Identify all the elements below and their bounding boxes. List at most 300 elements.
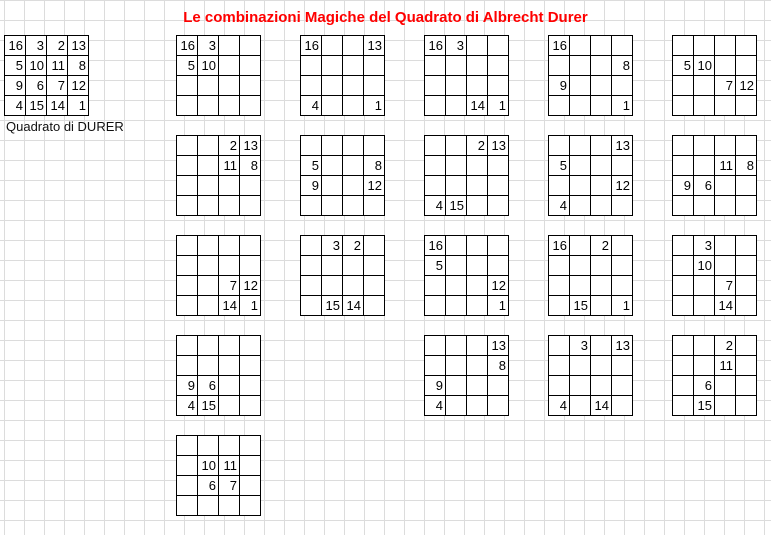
square-cell: 8 <box>240 156 261 176</box>
square-cell <box>219 256 240 276</box>
square-cell: 16 <box>549 36 570 56</box>
square-cell: 5 <box>425 256 446 276</box>
square-cell: 9 <box>5 76 26 96</box>
square-cell <box>177 256 198 276</box>
square-cell <box>364 196 385 216</box>
square-cell <box>467 36 488 56</box>
square-cell <box>343 36 364 56</box>
square-cell <box>591 176 612 196</box>
square-cell <box>673 336 694 356</box>
square-cell <box>694 36 715 56</box>
square-cell <box>488 236 509 256</box>
square-cell <box>570 396 591 416</box>
square-cell: 3 <box>26 36 47 56</box>
square-cell <box>570 36 591 56</box>
square-cell: 14 <box>591 396 612 416</box>
square-cell: 11 <box>219 156 240 176</box>
square-cell <box>177 136 198 156</box>
square-cell <box>591 76 612 96</box>
square-cell: 14 <box>47 96 68 116</box>
square-cell: 1 <box>488 96 509 116</box>
square-cell: 6 <box>198 376 219 396</box>
square-cell <box>240 376 261 396</box>
square-cell <box>322 196 343 216</box>
square-cell: 14 <box>219 296 240 316</box>
square-cell: 5 <box>301 156 322 176</box>
square-cell <box>715 176 736 196</box>
square-cell: 10 <box>694 56 715 76</box>
square-cell <box>446 276 467 296</box>
square-cell: 10 <box>198 456 219 476</box>
square-cell <box>240 496 261 516</box>
square-cell <box>301 236 322 256</box>
square-cell <box>198 436 219 456</box>
square-cell <box>591 56 612 76</box>
square-cell <box>177 296 198 316</box>
combination-square <box>424 335 509 416</box>
square-cell <box>425 156 446 176</box>
square-cell <box>446 156 467 176</box>
square-cell <box>446 136 467 156</box>
square-cell <box>715 256 736 276</box>
square-cell <box>467 196 488 216</box>
square-cell <box>673 256 694 276</box>
square-cell: 3 <box>446 36 467 56</box>
square-cell <box>715 236 736 256</box>
square-cell: 15 <box>26 96 47 116</box>
square-cell <box>488 376 509 396</box>
square-cell <box>322 76 343 96</box>
square-cell <box>322 36 343 56</box>
square-cell <box>736 376 757 396</box>
square-cell <box>570 276 591 296</box>
page-title: Le combinazioni Magiche del Quadrato di Albrecht Durer <box>183 9 588 26</box>
square-cell <box>736 136 757 156</box>
square-cell <box>446 176 467 196</box>
square-cell <box>673 76 694 96</box>
square-cell: 16 <box>549 236 570 256</box>
square-cell: 5 <box>177 56 198 76</box>
square-cell <box>322 56 343 76</box>
square-cell <box>694 156 715 176</box>
square-cell: 8 <box>736 156 757 176</box>
square-cell <box>198 196 219 216</box>
square-cell <box>322 256 343 276</box>
square-cell <box>591 356 612 376</box>
square-cell: 6 <box>26 76 47 96</box>
square-cell <box>198 496 219 516</box>
square-cell <box>240 476 261 496</box>
square-cell: 13 <box>612 336 633 356</box>
square-cell: 9 <box>425 376 446 396</box>
square-cell <box>549 356 570 376</box>
square-cell <box>322 176 343 196</box>
square-cell: 13 <box>68 36 89 56</box>
square-cell: 8 <box>364 156 385 176</box>
square-cell: 16 <box>177 36 198 56</box>
square-cell <box>198 76 219 96</box>
square-cell <box>736 236 757 256</box>
square-cell <box>343 156 364 176</box>
square-cell <box>549 296 570 316</box>
square-cell <box>446 256 467 276</box>
square-cell <box>467 56 488 76</box>
square-cell <box>467 156 488 176</box>
square-cell <box>673 156 694 176</box>
square-cell <box>736 36 757 56</box>
square-cell: 12 <box>612 176 633 196</box>
combination-square <box>548 35 633 116</box>
square-cell <box>549 376 570 396</box>
square-cell: 4 <box>425 396 446 416</box>
square-cell <box>219 356 240 376</box>
square-cell <box>488 76 509 96</box>
square-cell <box>219 36 240 56</box>
square-cell: 1 <box>68 96 89 116</box>
square-cell: 14 <box>467 96 488 116</box>
square-cell <box>488 396 509 416</box>
square-cell <box>219 396 240 416</box>
square-cell <box>612 356 633 376</box>
square-cell <box>736 356 757 376</box>
square-cell <box>673 36 694 56</box>
durer-square <box>4 35 89 116</box>
square-cell: 2 <box>591 236 612 256</box>
square-cell <box>198 156 219 176</box>
square-cell: 4 <box>549 196 570 216</box>
square-cell <box>343 276 364 296</box>
square-cell: 14 <box>343 296 364 316</box>
square-cell <box>549 56 570 76</box>
square-cell: 4 <box>425 196 446 216</box>
square-cell <box>198 176 219 196</box>
square-cell <box>467 396 488 416</box>
square-cell <box>570 376 591 396</box>
square-cell: 13 <box>488 136 509 156</box>
square-cell <box>364 296 385 316</box>
square-cell <box>736 196 757 216</box>
combination-square <box>176 335 261 416</box>
square-cell <box>446 356 467 376</box>
square-cell <box>240 336 261 356</box>
square-cell: 13 <box>612 136 633 156</box>
square-cell <box>322 136 343 156</box>
square-cell: 7 <box>47 76 68 96</box>
square-cell <box>612 376 633 396</box>
square-cell: 15 <box>446 196 467 216</box>
square-cell <box>612 396 633 416</box>
square-cell <box>488 196 509 216</box>
square-cell <box>612 196 633 216</box>
square-cell <box>301 196 322 216</box>
square-cell <box>591 376 612 396</box>
square-cell: 2 <box>343 236 364 256</box>
square-cell: 12 <box>68 76 89 96</box>
square-cell: 15 <box>570 296 591 316</box>
square-cell <box>715 36 736 56</box>
square-cell <box>736 256 757 276</box>
square-cell <box>467 176 488 196</box>
square-cell <box>488 36 509 56</box>
square-cell <box>549 276 570 296</box>
square-cell <box>425 136 446 156</box>
combination-square <box>300 135 385 216</box>
square-cell: 8 <box>68 56 89 76</box>
square-cell <box>240 256 261 276</box>
square-cell <box>240 456 261 476</box>
combination-square <box>548 135 633 216</box>
square-cell <box>570 136 591 156</box>
square-cell <box>240 76 261 96</box>
square-cell: 11 <box>47 56 68 76</box>
square-cell: 3 <box>198 36 219 56</box>
square-cell <box>177 76 198 96</box>
square-cell <box>715 136 736 156</box>
square-cell <box>198 356 219 376</box>
square-cell <box>177 496 198 516</box>
square-cell <box>240 356 261 376</box>
square-cell: 5 <box>673 56 694 76</box>
square-cell <box>198 276 219 296</box>
square-cell: 1 <box>612 96 633 116</box>
combination-square <box>672 335 757 416</box>
square-cell: 1 <box>488 296 509 316</box>
square-cell <box>425 56 446 76</box>
square-cell <box>364 76 385 96</box>
square-cell <box>301 256 322 276</box>
square-cell <box>612 156 633 176</box>
square-cell <box>673 236 694 256</box>
square-cell <box>425 76 446 96</box>
square-cell <box>694 296 715 316</box>
combination-square <box>176 435 261 516</box>
square-cell <box>673 196 694 216</box>
combination-square <box>176 35 261 116</box>
square-cell <box>673 136 694 156</box>
square-cell <box>446 396 467 416</box>
square-cell: 10 <box>694 256 715 276</box>
square-cell: 12 <box>364 176 385 196</box>
square-cell <box>467 336 488 356</box>
square-cell <box>736 336 757 356</box>
square-cell <box>425 176 446 196</box>
square-cell <box>240 436 261 456</box>
square-cell <box>694 196 715 216</box>
square-cell <box>177 276 198 296</box>
square-cell <box>612 256 633 276</box>
square-cell <box>673 276 694 296</box>
square-cell: 3 <box>570 336 591 356</box>
square-cell <box>549 336 570 356</box>
square-cell <box>198 236 219 256</box>
square-cell <box>198 256 219 276</box>
square-cell <box>570 256 591 276</box>
square-cell <box>343 196 364 216</box>
square-cell <box>343 76 364 96</box>
square-cell <box>570 96 591 116</box>
square-cell <box>694 136 715 156</box>
square-cell: 12 <box>240 276 261 296</box>
square-cell <box>219 96 240 116</box>
square-cell <box>591 136 612 156</box>
square-cell <box>446 236 467 256</box>
square-cell <box>343 56 364 76</box>
square-cell: 3 <box>694 236 715 256</box>
combination-square <box>176 235 261 316</box>
square-cell <box>425 296 446 316</box>
square-cell <box>612 36 633 56</box>
durer-square-caption: Quadrato di DURER <box>6 119 124 134</box>
square-cell <box>736 276 757 296</box>
square-cell <box>715 196 736 216</box>
square-cell <box>673 396 694 416</box>
square-cell <box>570 56 591 76</box>
square-cell <box>591 256 612 276</box>
square-cell <box>549 96 570 116</box>
square-cell <box>467 236 488 256</box>
square-cell <box>240 236 261 256</box>
square-cell <box>198 96 219 116</box>
square-cell: 7 <box>715 76 736 96</box>
combination-square <box>424 135 509 216</box>
square-cell: 1 <box>364 96 385 116</box>
square-cell <box>177 356 198 376</box>
combination-square <box>424 35 509 116</box>
square-cell <box>446 96 467 116</box>
square-cell <box>219 436 240 456</box>
square-cell: 6 <box>198 476 219 496</box>
square-cell <box>322 96 343 116</box>
square-cell: 9 <box>673 176 694 196</box>
square-cell <box>549 176 570 196</box>
square-cell <box>612 76 633 96</box>
square-cell <box>425 356 446 376</box>
square-cell <box>591 336 612 356</box>
square-cell <box>219 196 240 216</box>
square-cell: 16 <box>425 236 446 256</box>
square-cell <box>219 176 240 196</box>
square-cell: 13 <box>488 336 509 356</box>
combination-square <box>672 235 757 316</box>
square-cell <box>446 76 467 96</box>
square-cell <box>301 56 322 76</box>
square-cell: 1 <box>612 296 633 316</box>
square-cell <box>198 136 219 156</box>
square-cell <box>612 236 633 256</box>
square-cell: 6 <box>694 376 715 396</box>
square-cell <box>177 156 198 176</box>
square-cell <box>301 276 322 296</box>
square-cell <box>343 256 364 276</box>
square-cell <box>673 376 694 396</box>
combination-square <box>548 335 633 416</box>
square-cell <box>570 156 591 176</box>
square-cell <box>488 56 509 76</box>
combination-square <box>300 235 385 316</box>
square-cell: 7 <box>715 276 736 296</box>
square-cell <box>591 276 612 296</box>
square-cell: 4 <box>177 396 198 416</box>
square-cell <box>364 236 385 256</box>
square-cell: 12 <box>736 76 757 96</box>
square-cell <box>467 76 488 96</box>
square-cell <box>591 96 612 116</box>
combination-square <box>300 35 385 116</box>
square-cell: 2 <box>467 136 488 156</box>
square-cell <box>240 36 261 56</box>
square-cell <box>364 56 385 76</box>
square-cell <box>446 56 467 76</box>
square-cell <box>446 296 467 316</box>
square-cell: 11 <box>715 156 736 176</box>
square-cell <box>694 336 715 356</box>
square-cell <box>467 356 488 376</box>
square-cell <box>694 276 715 296</box>
square-cell: 13 <box>240 136 261 156</box>
square-cell <box>425 276 446 296</box>
square-cell <box>591 296 612 316</box>
square-cell: 12 <box>488 276 509 296</box>
square-cell: 4 <box>5 96 26 116</box>
square-cell <box>364 136 385 156</box>
square-cell: 6 <box>694 176 715 196</box>
square-cell <box>570 356 591 376</box>
square-cell <box>736 96 757 116</box>
square-cell: 2 <box>219 136 240 156</box>
square-cell <box>488 256 509 276</box>
square-cell: 10 <box>198 56 219 76</box>
square-cell <box>694 356 715 376</box>
square-cell <box>240 176 261 196</box>
square-cell <box>694 76 715 96</box>
square-cell: 2 <box>47 36 68 56</box>
square-cell: 11 <box>219 456 240 476</box>
square-cell <box>240 56 261 76</box>
square-cell <box>240 196 261 216</box>
square-cell <box>240 396 261 416</box>
square-cell: 3 <box>322 236 343 256</box>
square-cell <box>736 176 757 196</box>
square-cell: 1 <box>240 296 261 316</box>
square-cell <box>177 436 198 456</box>
square-cell <box>467 296 488 316</box>
square-cell <box>198 336 219 356</box>
square-cell: 8 <box>488 356 509 376</box>
square-cell <box>177 196 198 216</box>
square-cell <box>322 156 343 176</box>
square-cell <box>570 76 591 96</box>
square-cell <box>488 176 509 196</box>
square-cell <box>715 96 736 116</box>
square-cell: 7 <box>219 476 240 496</box>
combination-square <box>548 235 633 316</box>
square-cell <box>177 176 198 196</box>
square-cell: 16 <box>301 36 322 56</box>
square-cell: 4 <box>549 396 570 416</box>
square-cell <box>343 96 364 116</box>
square-cell <box>570 196 591 216</box>
square-cell <box>198 296 219 316</box>
square-cell <box>570 236 591 256</box>
combination-square <box>176 135 261 216</box>
square-cell <box>446 336 467 356</box>
square-cell <box>364 276 385 296</box>
square-cell <box>612 276 633 296</box>
square-cell: 13 <box>364 36 385 56</box>
square-cell: 9 <box>301 176 322 196</box>
square-cell <box>177 476 198 496</box>
square-cell <box>488 156 509 176</box>
